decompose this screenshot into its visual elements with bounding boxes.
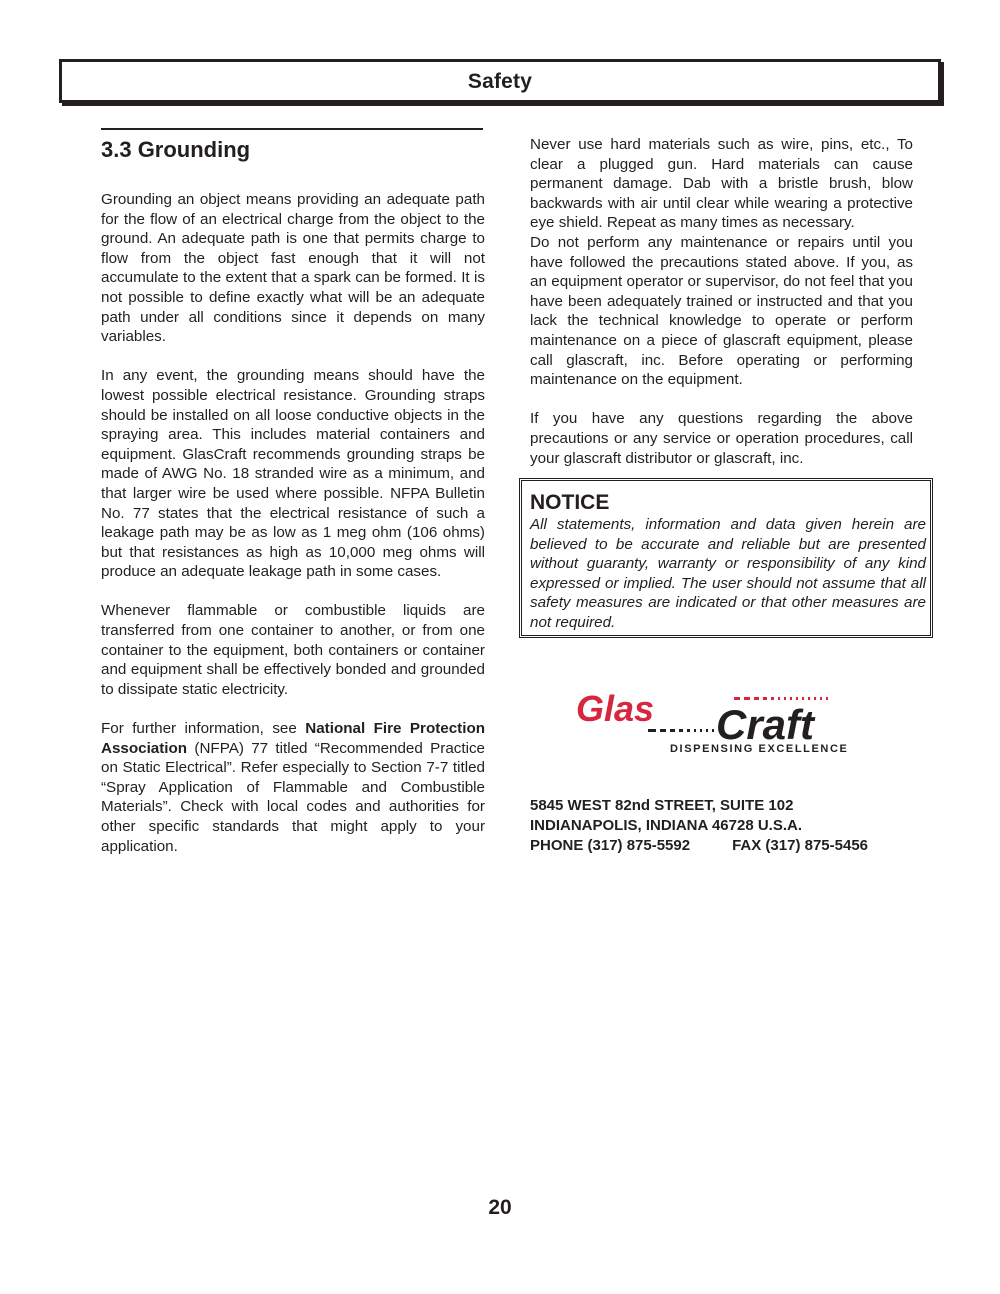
address-line-1: 5845 WEST 82nd STREET, SUITE 102 <box>530 797 794 814</box>
notice-box <box>519 478 933 638</box>
logo-stripes-bottom <box>648 729 714 732</box>
section-title: 3.3 Grounding <box>101 137 251 162</box>
logo-stripes-top <box>734 697 828 700</box>
logo-glas: Glas <box>576 688 655 729</box>
notice-text: All statements, information and data given herein are believed to be accurate and reliable but are presented without guaranty, warranty or responsibility of any kind expressed or implied. The user should not assume that all safety measures are indicated or that other measures are not required. <box>530 516 926 631</box>
grounding-paragraph-3: Whenever flammable or combustible liquids are transferred from one container to another, or from one container to the equipment, both containers or container and equipment shall be effectively bonded and grounded to dissipate static electricity. <box>101 602 485 698</box>
left-column <box>101 190 485 876</box>
fax-number: FAX (317) 875-5456 <box>732 837 869 854</box>
right-column <box>530 135 913 488</box>
address-line-2: INDIANAPOLIS, INDIANA 46728 U.S.A. <box>530 817 802 834</box>
phone-number: PHONE (317) 875-5592 <box>530 837 691 854</box>
page-number: 20 <box>488 1196 512 1219</box>
address-contact-line <box>530 836 868 856</box>
maintenance-paragraph-3: If you have any questions regarding the above precautions or any service or operation procedures, call your glascraft distributor or glascraft, inc. <box>530 410 913 467</box>
maintenance-paragraph-1: Never use hard materials such as wire, pins, etc., To clear a plugged gun. Hard materials can cause permanent damage. Dab with a bristle brush, blow backwards with air until clear while wearing a protective eye shield. Repeat as many times as necessary. <box>530 136 913 232</box>
grounding-paragraph-1: Grounding an object means providing an adequate path for the flow of an electrical charge from the object to the ground. An adequate path is one that permits charge to flow from the object fast enough that it will not accumulate to the extent that a spark can be formed. It is not possible to define exactly what will be an adequate path under all conditions since it depends on many variables. <box>101 191 485 346</box>
glascraft-logo <box>574 688 864 758</box>
grounding-paragraph-2: In any event, the grounding means should have the lowest possible electrical resistance. Grounding straps should be installed on all loose conductive objects in the spraying area. This includes material containers and equipment. GlasCraft recommends grounding straps be made of AWG No. 18 stranded wire as a minimum, and that larger wire be used where possible. NFPA Bulletin No. 77 states that the electrical resistance of such a leakage path may be as low as 1 meg ohm (106 ohms) but that resistances as high as 10,000 meg ohms will produce an adequate leakage path in some cases. <box>101 367 485 581</box>
logo-craft: Craft <box>716 701 815 748</box>
p4-suffix: (NFPA) 77 titled “Recommended Practice on Static Electrical”. Refer especially to Section 7-7 titled “Spray Application of Flammable and Combustible Materials”. Check with local codes and authorities for other specific standards that might apply to your application. <box>101 739 485 855</box>
title-rule <box>101 128 483 130</box>
nfpa-bold: National Fire Protection Association <box>101 720 486 757</box>
grounding-paragraph-4 <box>101 719 485 856</box>
notice-title: NOTICE <box>530 491 610 514</box>
maintenance-paragraph-2: Do not perform any maintenance or repairs until you have followed the precautions stated above. If you, as an equipment operator or supervisor, do not feel that you have been adequately trained or instructed and that you lack the technical knowledge to operate or perform maintenance on a piece of glascraft equipment, please call glascraft, inc. Before operating or performing maintenance on the equipment. <box>530 233 913 389</box>
section-header-title: Safety <box>467 70 533 93</box>
logo-tagline: DISPENSING EXCELLENCE <box>670 743 849 755</box>
p4-prefix: For further information, see <box>101 720 306 738</box>
company-address <box>530 796 868 856</box>
section-header-box <box>59 59 941 103</box>
